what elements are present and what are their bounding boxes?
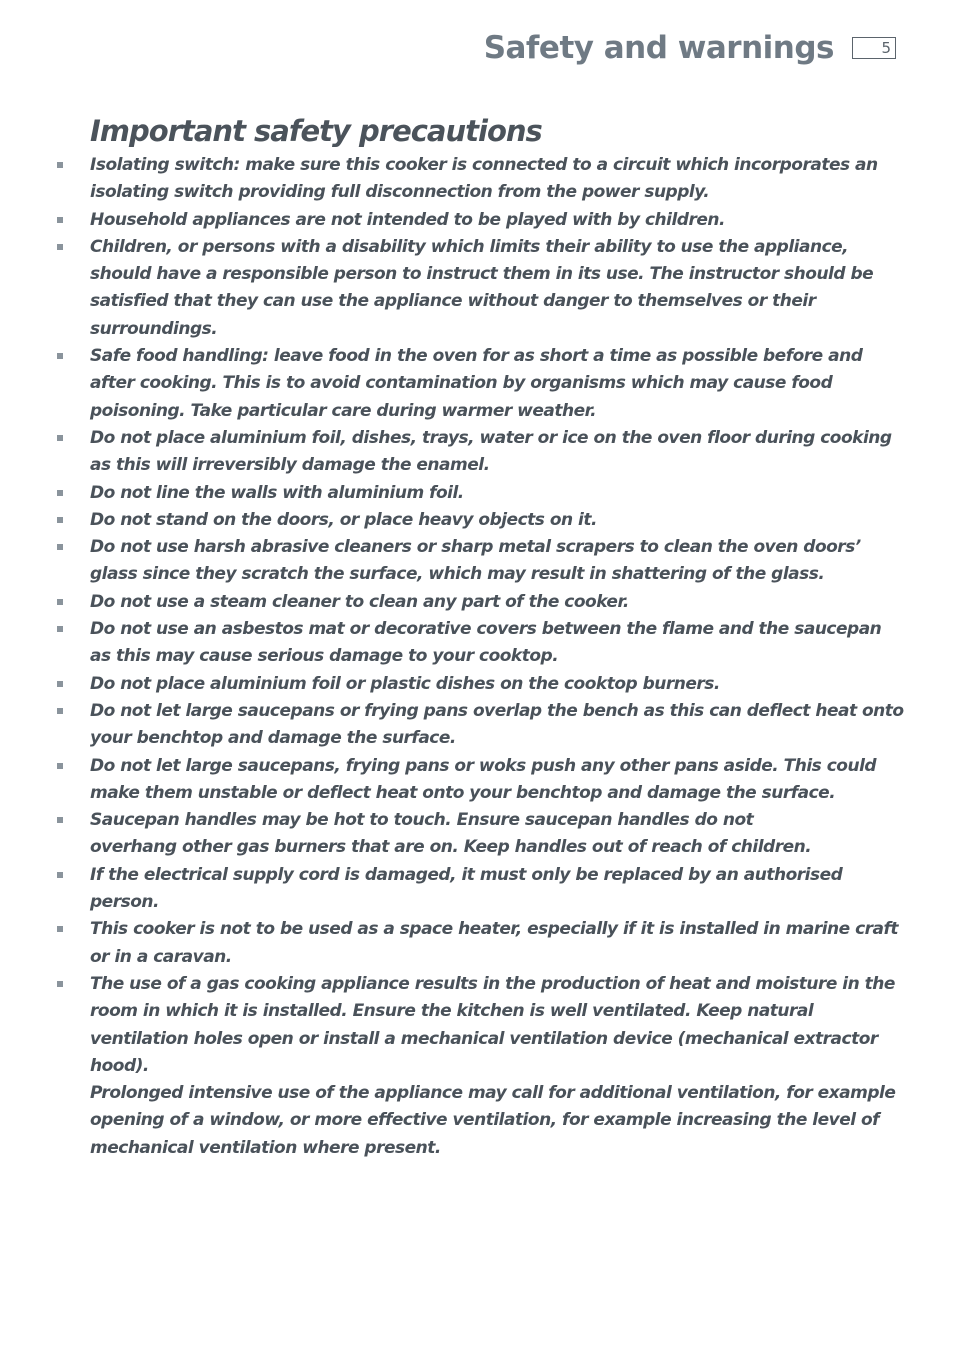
list-item-text: Do not stand on the doors, or place heavy objects on it. (90, 509, 597, 530)
bullet-icon (57, 872, 63, 878)
bullet-icon (57, 517, 63, 523)
list-item-text: Do not line the walls with aluminium foil. (90, 482, 464, 503)
list-item (90, 616, 905, 671)
list-item (90, 671, 905, 698)
list-item (90, 480, 905, 507)
bullet-icon (57, 981, 63, 987)
bullet-icon (57, 763, 63, 769)
bullet-icon (57, 681, 63, 687)
bullet-icon (57, 626, 63, 632)
list-item-text: Do not use harsh abrasive cleaners or sharp metal scrapers to clean the oven doors’ glass since they scratch the surface, which may result in shattering of the glass. (90, 537, 861, 585)
list-item-text: Do not let large saucepans or frying pans overlap the bench as this can deflect heat onto your benchtop and damage the surface. (90, 700, 904, 749)
list-item (90, 753, 905, 808)
bullet-icon (57, 544, 63, 550)
list-item (90, 425, 905, 480)
list-item (90, 207, 905, 234)
bullet-icon (57, 490, 63, 496)
list-item-text: Household appliances are not intended to be played with by children. (90, 209, 725, 230)
precautions-list (90, 152, 905, 1162)
list-item (90, 589, 905, 616)
bullet-icon (57, 353, 63, 359)
list-item-text: Children, or persons with a disability which limits their ability to use the appliance, should have a responsible person to instruct them in its use. The instructor should be satisfied that they can use the appliance without danger to themselves or their surroundings. (90, 236, 874, 339)
page-number: 5 (852, 37, 896, 59)
list-item (90, 862, 905, 917)
page-header (484, 30, 896, 66)
bullet-icon (57, 162, 63, 168)
list-item (90, 507, 905, 534)
list-item-text: Do not use a steam cleaner to clean any part of the cooker. (90, 591, 629, 612)
list-item (90, 698, 905, 753)
header-title: Safety and warnings (483, 30, 834, 66)
list-item-text: Do not use an asbestos mat or decorative covers between the flame and the saucepan as this may cause serious damage to your cooktop. (90, 619, 882, 667)
list-item-text: The use of a gas cooking appliance results in the production of heat and moisture in the room in which it is installed. Ensure the kitchen is well ventilated. Keep natural ventilation holes open or install a mechanical ventilation device (mechanical extractor hood). Prolonged intensive use of the appliance may call for additional ventilation, for example opening of a window, or more effective ventilation, for example increasing the level of mechanical ventilation where present. (90, 973, 896, 1158)
list-item (90, 234, 905, 343)
list-item (90, 807, 905, 862)
list-item-text: If the electrical supply cord is damaged, it must only be replaced by an authorised person. (90, 864, 843, 913)
section-title: Important safety precautions (90, 114, 542, 148)
list-item-text: Do not place aluminium foil, dishes, trays, water or ice on the oven floor during cooking as this will irreversibly damage the enamel. (90, 427, 892, 476)
list-item-text: Saucepan handles may be hot to touch. Ensure saucepan handles do not overhang other gas burners that are on. Keep handles out of reach of children. (90, 810, 812, 858)
list-item (90, 343, 905, 425)
list-item (90, 916, 905, 971)
list-item-text: Do not let large saucepans, frying pans or woks push any other pans aside. This could make them unstable or deflect heat onto your benchtop and damage the surface. (90, 755, 877, 803)
list-item (90, 152, 905, 207)
bullet-icon (57, 217, 63, 223)
bullet-icon (57, 599, 63, 605)
bullet-icon (57, 817, 63, 823)
list-item-text: Do not place aluminium foil or plastic dishes on the cooktop burners. (90, 673, 720, 694)
bullet-icon (57, 926, 63, 932)
bullet-icon (57, 435, 63, 441)
list-item (90, 971, 905, 1162)
list-item-text: Isolating switch: make sure this cooker is connected to a circuit which incorporates an isolating switch providing full disconnection from the power supply. (90, 155, 878, 203)
list-item (90, 534, 905, 589)
list-item-text: Safe food handling: leave food in the oven for as short a time as possible before and after cooking. This is to avoid contamination by organisms which may cause food poisoning. Take particular care during warmer weather. (90, 346, 863, 421)
bullet-icon (57, 708, 63, 714)
bullet-icon (57, 244, 63, 250)
list-item-text: This cooker is not to be used as a space heater, especially if it is installed in marine craft or in a caravan. (90, 919, 899, 967)
